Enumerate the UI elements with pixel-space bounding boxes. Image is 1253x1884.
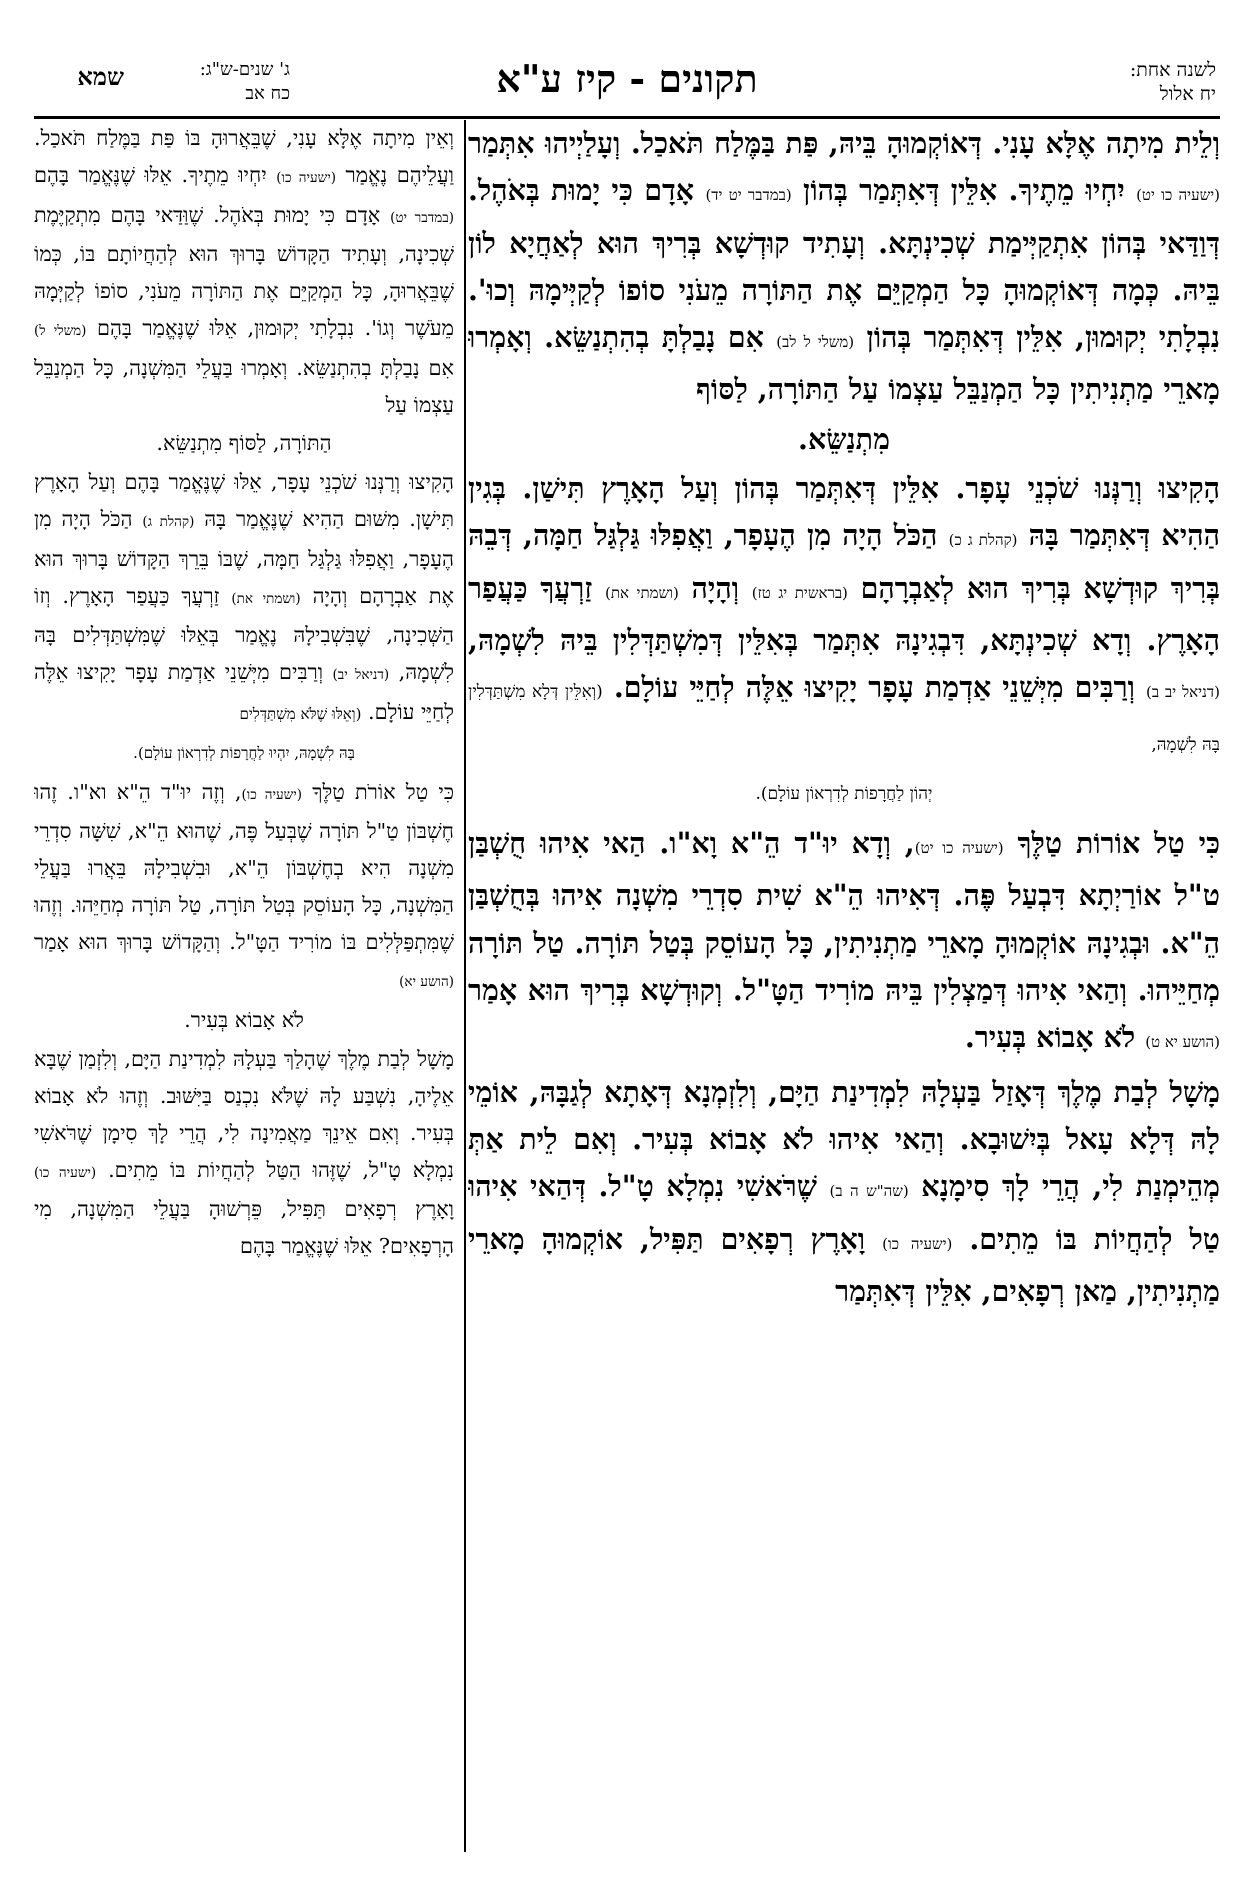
verse-reference: (משלי ל) [34,322,87,339]
page-header [34,52,1220,116]
page [34,52,1220,1852]
verse-reference: (שה"ש ה ב) [829,1182,909,1201]
parenthetical-note: (וְאֵלּוּ שֶׁלֹּא מִשְׁתַּדְּלִים [239,704,362,723]
text-span: זַרְעֲךָ כַּעֲפַר הָאָרֶץ. וְדָא שְׁכִינְתָּא, דִּבְגִינָהּ אִתְּמַר בְּאִלֵּין דְּמִשְׁתַּדְּלִין בֵּיהּ לִשְׁמָהּ, [468,570,1220,657]
text-span: אָדָם כִּי יָמוּת בְּאֹהֶל. דְּוַדַּאי בְּהוֹן אִתְקַיְּימַת שְׁכִינְתָּא. וְעָתִיד קוּדְשָׁא בְּרִיךְ הוּא לְאַחֲיָא לוֹן בֵּיהּ. כְּמָה דְּאוֹקְמוּהָ כָּל הַמְקַיֵּם אֶת הַתּוֹרָה מֵעֹנִי סוֹפוֹ לְקַיְּימָהּ וְכוּ'. נִבְלָתִי יְקוּמוּן, אִלֵּין דְּאִתְּמַר בְּהוֹן [468,173,1220,355]
page-title: תקונים - קיז ע"א [496,56,758,101]
translation-paragraph [34,1041,454,1265]
verse-reference: (הושע יא ט) [1145,1033,1220,1052]
verse-reference: (ישעיה כו יט) [1136,186,1220,205]
parenthetical-note: יְהוֹן לַחֲרָפוֹת לְדִרְאוֹן עוֹלָם). [755,783,933,804]
translation-paragraph-end: הַתּוֹרָה, לַסּוֹף מִתְנַשֵּׂא. [156,431,332,456]
text-span: שֶׁרֹּאשִׁי נִמְלָא טָ"ל. דְּהַאי אִיהוּ טַל לְהַחֲיוֹת בּוֹ מֵתִים. [468,1169,1220,1256]
text-span: הָקִיצוּ וְרַנְּנוּ שֹׁכְנֵי עָפָר, אֵלּוּ שֶׁנֶּאֱמַר בָּהֶם וְעַל הָאָרֶץ תִּישָׁן. מִשּׁוּם הַהִיא שֶׁנֶּאֱמַר בָּהּ [34,470,454,531]
verse-reference: (הושע יא) [399,973,454,990]
verse-reference: (ישעיה כו) [241,786,303,803]
header-three-years-date: כח אב [245,83,290,104]
text-span: יִחְיוּ מֵתֶיךָ. אִלֵּין דְּאִתְּמַר בְּהוֹן [791,173,1137,208]
text-span: וְרַבִּים מִיְּשֵׁנֵי אַדְמַת עָפָר יָקִיצוּ אֵלֶּה לְחַיֵּי עוֹלָם. [34,660,454,724]
main-paragraph-end: מִתְנַשֵּׂא. [798,421,890,456]
verse-reference: (ישעיה כו יט) [914,839,1004,858]
verse-reference: (ושמתי את) [231,590,301,607]
verse-reference: (ושמתי את) [605,583,679,602]
translation-paragraph [34,774,454,1001]
verse-reference: (דניאל יב) [332,667,390,684]
text-span: וָאָרֶץ רְפָאִים תַּפִּיל, אוֹקְמוּהָ מָארֵי מַתְנִיתִין, מַאן רְפָאִים, אִלֵּין דְּאִתְּמַר [468,1221,1220,1308]
header-one-year-date: יח אלול [1159,83,1216,105]
text-span: אָדָם כִּי יָמוּת בְּאֹהֶל. שֶׁוַּדַּאי בָּהֶם מִתְקַיֶּמֶת שְׁכִינָה, וְעָתִיד הַקָּדוֹשׁ בָּרוּךְ הוּא לְהַחֲיוֹתָם בּוֹ, כְּמוֹ שֶׁבֵּאֲרוּהָ, כָּל הַמְקַיֵּם אֶת הַתּוֹרָה מֵעֹנִי, סוֹפוֹ לְקַיְּמָהּ מֵעֹשֶׁר וְגוֹ'. נִבְלָתִי יְקוּמוּן, אֵלּוּ שֶׁנֶּאֱמַר בָּהֶם [34,202,454,340]
text-span: כִּי טַל אוֹרוֹת טַלֶּךָ [1003,826,1220,861]
header-study-schedule-three-years [130,58,290,106]
parenthetical-note: בָּהּ לִשְׁמָהּ, יִהְיוּ לַחֲרָפוֹת לְדִרְאוֹן עוֹלָם). [133,743,355,762]
verse-reference: (דניאל יב ב) [1146,683,1220,702]
header-one-year-label: לשנה אחת: [1129,59,1216,81]
verse-reference: (ישעיה כו) [882,1234,953,1253]
column-divider [464,120,466,1852]
verse-reference: (במדבר יט יד) [705,186,792,205]
text-span: הָקִיצוּ וְרַנְּנוּ שֹׁכְנֵי עָפָר. אִלֵּין דְּאִתְּמַר בְּהוֹן וְעַל הָאָרֶץ תִּישַׁן. בְּגִין הַהִיא דְּאִתְּמַר בָּהּ [468,471,1220,553]
text-span: אִם נָבַלְתָּ בְהִתְנַשֵּׂא. וְאָמְרוּ בַּעֲלֵי הַמִּשְׁנָה, כָּל הַמְנַבֵּל עַצְמוֹ עַל [34,355,454,417]
header-rule [34,116,1220,119]
main-paragraph [468,120,1220,414]
translation-paragraph [34,120,454,423]
text-span: הַכֹּל הָיָה מִן הֶעָפָר, וַאֲפִלּוּ גַּלְגַּל חַמָּה, דְּבֵהּ בְּרִיךְ קוּדְשָׁא בְּרִיךְ הוּא לְאַבְרָהָם [468,518,1220,605]
main-paragraph [468,1069,1220,1315]
text-span: וְרַבִּים מִיְּשֵׁנֵי אַדְמַת עָפָר יָקִיצוּ אֵלֶּה לְחַיֵּי עוֹלָם. [602,670,1146,705]
text-span: כִּי טַל אוֹרֹת טַלֶּךָ [302,779,454,804]
verse-reference: (ישעיה כו) [34,1164,97,1181]
text-span: הַכֹּל הָיָה מִן הֶעָפָר, וַאֲפִלּוּ גַּלְגַּל חַמָּה, שֶׁבּוֹ בֵּרֵךְ הַקָּדוֹשׁ בָּרוּךְ הוּא אֶת אַבְרָהָם וְהָיָה [34,506,454,608]
text-span: וְאֵין מִיתָה אֶלָּא עָנִי, שֶׁבֵּאֲרוּהָ בּוֹ פַּת בַּמֶּלַח תֹּאכַל. וַעֲלֵיהֶם נֶאֱמַר [34,126,454,187]
text-span: יִחְיוּ מֵתֶיךָ. אֵלּוּ שֶׁנֶּאֱמַר בָּהֶם [34,162,277,187]
text-span: , וְדָא יוּ"ד הֵ"א וָא"ו. הַאי אִיהוּ חֻשְׁבַּן ט"ל אוֹרַיְתָא דִּבְעַל פֶּה. דְּאִיהוּ הֵ"א שִׁית סִדְרֵי מִשְׁנָה אִיהוּ בְּחֻשְׁבַּן הֵ"א. וּבְגִינָהּ אוֹקְמוּהָ מָארֵי מַתְנִיתִין, כָּל הָעוֹסֵק בְּטַל תּוֹרָה. טַל תּוֹרָה מְחַיֵּיהוּ. וְהַאי אִיהוּ דְּמַצְלִין בֵּיהּ מוֹרִיד הַטָּ"ל. וְקוּדְשָׁא בְּרִיךְ הוּא אָמַר [468,826,1220,1008]
verse-reference: (ישעיה כו) [276,169,337,186]
main-paragraph [468,820,1220,1066]
text-span: מָשָׁל לְבַת מֶלֶךְ שֶׁהָלַךְ בַּעְלָהּ לִמְדִינַת הַיָּם, וְלִזְמַן שֶׁבָּא אֵלֶיהָ, נִשְׁבַּע לָהּ שֶׁלֹּא נִכְנַס בַּיִּשּׁוּב. וְזֶהוּ לֹא אָבוֹא בְּעִיר. וְאִם אֵינֵךְ מַאֲמִינָה לִי, הֲרֵי לָךְ סִימָן שֶׁרֹּאשִׁי נִמְלָא טָ"ל, שֶׁזֶּהוּ הַטַּל לְהַחֲיוֹת בּוֹ מֵתִים. [34,1047,454,1182]
verse-reference: (קהלת ג כ) [948,531,1018,550]
header-three-years-label: ג' שנים-ש"ג: [199,59,290,80]
verse-reference: (במדבר יט) [390,209,454,226]
text-span: וְהָיָה [678,570,752,605]
verse-reference: (משלי ל לב) [776,333,855,352]
page-number: שמא [77,62,124,91]
translation-column [34,120,454,1852]
text-span: וָאָרֶץ רְפָאִים תַּפִּיל, פֵּרְשׁוּהָ בַּעֲלֵי הַמִּשְׁנָה, מִי הָרְפָאִים? אֵלּוּ שֶׁנֶּאֱמַר בָּהֶם [34,1197,454,1259]
text-span: אִם נָבַלְתָּ בְהִתְנַשֵּׂא. וְאָמְרוּ מָארֵי מַתְנִיתִין כָּל הַמְנַבֵּל עַצְמוֹ עַל הַתּוֹרָה, לַסּוֹף [468,320,1220,407]
main-paragraph [468,465,1220,769]
translation-paragraph-end: לֹא אָבוֹא בְּעִיר. [184,1008,304,1033]
parenthetical-note: (וְאִלֵּין דְּלָא מִשְׁתַּדְּלִין בָּהּ לִשְׁמָהּ, [468,682,1220,755]
text-span: זַרְעֲךָ כַּעֲפַר הָאָרֶץ. וְזוֹ הַשְּׁכִינָה, שֶׁבִּשְׁבִילָהּ נֶאֱמַר בְּאֵלּוּ שֶׁמִּשְׁתַּדְּלִים בָּהּ לִשְׁמָהּ, [34,583,454,685]
text-span: מָשָׁל לְבַת מֶלֶךְ דְּאָזַל בַּעְלָהּ לִמְדִינַת הַיָּם, וְלִזְמְנָא דְּאָתָא לְגַבָּהּ, אוֹמֵי לָהּ דְּלָא עָאל בְּיִשׁוּבָא. וְהַאי אִיהוּ לֹא אָבוֹא בְּעִיר. וְאִם לֵית אַתְּ מְהֵימְנַת לִי, הֲרֵי לָךְ סִימָנָא [468,1074,1220,1204]
text-span: וְלֵית מִיתָה אֶלָּא עָנִי. דְּאוֹקְמוּהָ בֵּיהּ, פַּת בַּמֶּלַח תֹּאכַל. וְעָלַיְיהוּ אִתְּמַר [468,126,1220,160]
translation-paragraph [34,464,454,733]
verse-reference: (בראשית יג טז) [751,583,848,602]
text-span: לֹא אָבוֹא בְּעִיר. [964,1020,1146,1055]
main-text-column [468,120,1220,1852]
verse-reference: (קהלת ג) [142,513,195,530]
text-span: , וְזֶה יוּ"ד הֵ"א וא"ו. זֶהוּ חֶשְׁבּוֹן טַ"ל תּוֹרָה שֶׁבְּעַל פֶּה, שֶׁהוּא הֵ"א, שִׁשָּׁה סִדְרֵי מִשְׁנָה הִיא בְחֶשְׁבּוֹן הֵ"א, וּבִשְׁבִילָהּ בֵּאֲרוּ בַּעֲלֵי הַמִּשְׁנָה, כָּל הָעוֹסֵק בְּטַל תּוֹרָה, טַל תּוֹרָה מְחַיֵּהוּ. וְזֶהוּ שֶׁמִּתְפַּלְּלִים בּוֹ מוֹרִיד הַטָּ"ל. וְהַקָּדוֹשׁ בָּרוּךְ הוּא אָמַר [34,779,454,954]
